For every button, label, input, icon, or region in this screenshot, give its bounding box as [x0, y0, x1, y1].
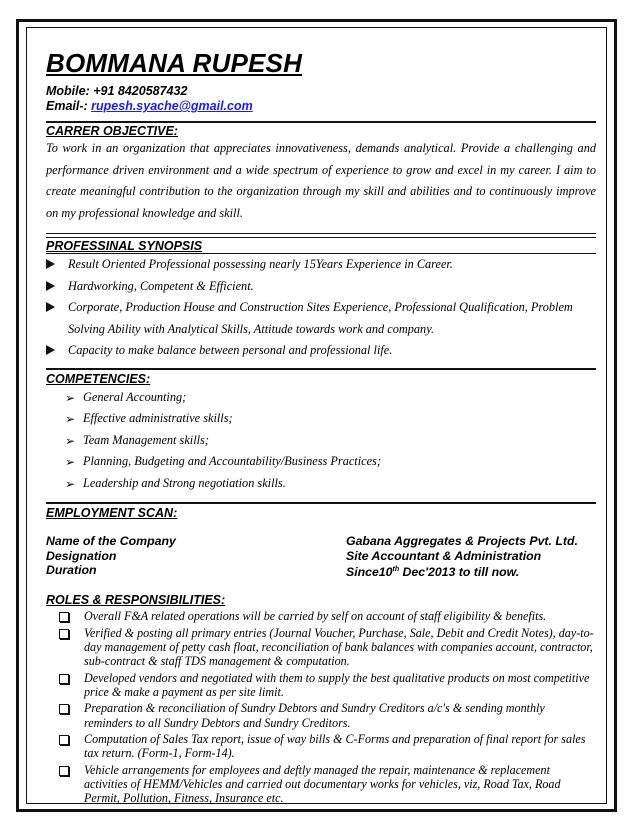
checkbox-bullet-icon — [59, 612, 69, 622]
checkbox-bullet-icon — [59, 674, 69, 684]
triangle-bullet-icon — [46, 302, 55, 312]
email-link[interactable]: rupesh.syache@gmail.com — [91, 99, 253, 113]
synopsis-title: PROFESSINAL SYNOPSIS — [46, 239, 203, 253]
company-value: Gabana Aggregates & Projects Pvt. Ltd. — [346, 534, 578, 549]
divider — [46, 121, 596, 123]
divider — [46, 233, 596, 238]
company-label: Name of the Company — [46, 534, 176, 549]
checkbox-bullet-icon — [59, 704, 69, 714]
list-item: Hardworking, Competent & Efficient. — [46, 276, 596, 298]
competencies-title: COMPETENCIES: — [46, 371, 151, 386]
table-row — [46, 563, 596, 580]
divider — [46, 368, 596, 370]
employment-table — [46, 534, 596, 580]
list-item: ➢ General Accounting; — [46, 387, 596, 409]
checkbox-bullet-icon — [59, 735, 69, 745]
triangle-bullet-icon — [46, 281, 55, 291]
list-item: ➢ Effective administrative skills; — [46, 408, 596, 430]
duration-value: Since10th Dec'2013 to till now. — [346, 565, 520, 580]
designation-label: Designation — [46, 548, 117, 563]
employment-title: EMPLOYMENT SCAN: — [46, 506, 178, 521]
objective-title: CARRER OBJECTIVE: — [46, 124, 178, 138]
list-item: ➢ Leadership and Strong negotiation skills. — [46, 473, 596, 495]
mobile-line: Mobile: +91 8420587432 — [46, 84, 188, 98]
checkbox-bullet-icon — [59, 766, 69, 776]
duration-label: Duration — [46, 563, 97, 578]
objective-text: To work in an organization that appreciates innovativeness, demands analytical. Provide a challenging and performance driven environment and a wide spectrum of experience to grow and excel in my career. I aim to create meaningful contribution to the organization through my skill and abilities and to continuously improve on my professional knowledge and skill. — [46, 141, 596, 220]
synopsis-list — [46, 254, 596, 362]
list-item: Corporate, Production House and Construction Sites Experience, Professional Qualification, Problem Solving Ability with Analytical Skills, Attitude towards work and company. — [46, 297, 596, 340]
table-row — [46, 549, 596, 564]
arrow-bullet-icon: ➢ — [65, 412, 76, 427]
arrow-bullet-icon: ➢ — [65, 390, 76, 405]
list-item: Developed vendors and negotiated with them to supply the best qualitative products on most competitive price & make a payment as per site limit. — [46, 671, 596, 699]
list-item: ➢ Planning, Budgeting and Accountability/Business Practices; — [46, 451, 596, 473]
table-row — [46, 534, 596, 549]
list-item: Overall F&A related operations will be carried by self on account of staff eligibility & benefits. — [46, 609, 596, 623]
triangle-bullet-icon — [46, 345, 55, 355]
list-item: Verified & posting all primary entries (Journal Voucher, Purchase, Sale, Debit and Credit Notes), day-to-day management of petty cash float, reconciliation of bank balances with companies account, contractor, sub-contract & staff TDS management & computation. — [46, 626, 596, 668]
arrow-bullet-icon: ➢ — [65, 455, 76, 470]
email-label: Email-: — [46, 99, 92, 113]
roles-title: ROLES & RESPONSIBILITIES: — [46, 593, 226, 608]
candidate-name: BOMMANA RUPESH — [46, 48, 303, 78]
roles-list — [46, 609, 596, 805]
list-item: Vehicle arrangements for employees and deftly managed the repair, maintenance & replacement activities of HEMM/Vehicles and carried out documentary works for vehicles, viz, Road Tax, Road Permit, Pollution, Fitness, Insurance etc. — [46, 763, 596, 805]
competencies-list — [46, 387, 596, 495]
triangle-bullet-icon — [46, 259, 55, 269]
list-item: ➢ Team Management skills; — [46, 430, 596, 452]
list-item: Preparation & reconciliation of Sundry Debtors and Sundry Creditors a/c's & sending monthly reminders to all Sundry Debtors and Sundry Creditors. — [46, 701, 596, 729]
arrow-bullet-icon: ➢ — [65, 476, 76, 491]
email-line — [46, 99, 596, 114]
divider — [46, 502, 596, 504]
designation-value: Site Accountant & Administration — [346, 548, 542, 563]
arrow-bullet-icon: ➢ — [65, 433, 76, 448]
checkbox-bullet-icon — [59, 629, 69, 639]
list-item: Capacity to make balance between personal and professional life. — [46, 340, 596, 362]
resume-content — [46, 40, 596, 808]
list-item: Computation of Sales Tax report, issue of way bills & C-Forms and preparation of final report for sales tax return. (Form-1, Form-14). — [46, 732, 596, 760]
list-item: Result Oriented Professional possessing nearly 15Years Experience in Career. — [46, 254, 596, 276]
